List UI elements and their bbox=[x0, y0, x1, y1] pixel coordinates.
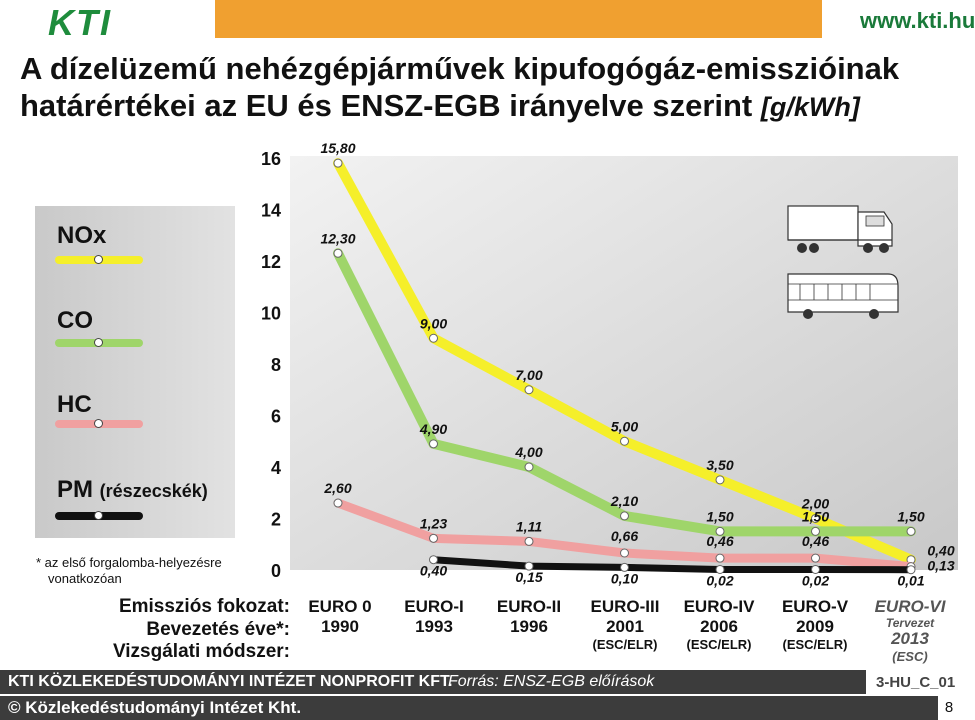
y-tick-label: 8 bbox=[270, 355, 281, 375]
data-label-co: 4,90 bbox=[419, 420, 448, 437]
data-label-pm: 0,10 bbox=[610, 570, 639, 587]
data-label-nox: 7,00 bbox=[515, 366, 543, 383]
data-label-co: 4,00 bbox=[515, 444, 543, 460]
data-label-hc: 0,46 bbox=[706, 533, 734, 550]
website-url[interactable]: www.kti.hu bbox=[860, 8, 975, 33]
data-point-co bbox=[334, 249, 342, 257]
y-tick-label: 10 bbox=[260, 303, 281, 324]
data-label-pm: 0,40 bbox=[419, 562, 448, 579]
legend-sublabel-pm: (részecskék) bbox=[99, 481, 208, 501]
data-label-pm: 0,02 bbox=[801, 572, 830, 589]
y-tick-label: 12 bbox=[260, 252, 281, 272]
category-euro-iv: EURO-IV 2006 (ESC/ELR) bbox=[683, 597, 755, 652]
copyright-bar bbox=[0, 696, 960, 720]
slide-code: 3-HU_C_01 bbox=[876, 674, 956, 691]
data-label-hc: 0,13 bbox=[927, 557, 955, 574]
row-label-year: Bevezetés éve*: bbox=[146, 619, 290, 640]
kti-logo: KTI bbox=[48, 2, 112, 43]
data-label-pm: 0,02 bbox=[706, 572, 734, 589]
y-tick-label: 2 bbox=[270, 509, 281, 530]
data-label-nox: 5,00 bbox=[610, 418, 639, 435]
planned-label: Tervezet bbox=[885, 616, 935, 630]
y-tick-label: 14 bbox=[260, 200, 281, 221]
data-point-co bbox=[525, 463, 533, 471]
data-label-nox: 15,80 bbox=[320, 140, 356, 157]
row-label-stage: Emissziós fokozat: bbox=[118, 596, 290, 617]
data-label-pm: 0,01 bbox=[897, 572, 925, 589]
data-point-hc bbox=[430, 534, 438, 542]
data-point-hc bbox=[716, 554, 724, 562]
footer-org: KTI KÖZLEKEDÉSTUDOMÁNYI INTÉZET NONPROFIT KFT. bbox=[8, 673, 453, 690]
data-label-co: 2,10 bbox=[610, 492, 639, 509]
category-euro-v: EURO-V 2009 (ESC/ELR) bbox=[781, 597, 849, 652]
category-euro-vi: EURO-VI Tervezet 2013 (ESC) bbox=[865, 597, 955, 664]
data-point-hc bbox=[812, 554, 820, 562]
data-point-hc bbox=[334, 499, 342, 507]
legend-label-co: CO bbox=[57, 307, 93, 334]
data-label-hc: 0,66 bbox=[610, 528, 639, 545]
data-point-co bbox=[430, 440, 438, 448]
legend-label-pm: PM (részecskék) bbox=[57, 476, 208, 503]
legend-label-nox: NOx bbox=[57, 222, 107, 249]
title-line-1: A dízelüzemű nehézgépjárművek kipufogógáz-emisszióinak bbox=[20, 51, 900, 86]
legend-label-hc: HC bbox=[57, 391, 92, 418]
category-euro-0: EURO 0 1990 bbox=[308, 597, 372, 636]
data-point-nox bbox=[525, 386, 533, 394]
data-point-nox bbox=[430, 334, 438, 342]
data-point-co bbox=[907, 527, 915, 535]
copyright-text: © Közlekedéstudományi Intézet Kht. bbox=[8, 698, 302, 717]
footnote-line-2: vonatkozóan bbox=[48, 571, 122, 586]
footer-source: Forrás: ENSZ-EGB előírások bbox=[448, 673, 655, 690]
data-label-hc: 0,46 bbox=[801, 533, 830, 550]
data-label-nox: 0,40 bbox=[927, 542, 955, 559]
data-point-hc bbox=[621, 549, 629, 557]
data-label-hc: 2,60 bbox=[324, 480, 352, 497]
axes bbox=[261, 149, 281, 581]
data-label-co: 1,50 bbox=[706, 508, 734, 525]
footnote-line-1: * az első forgalomba-helyezésre bbox=[36, 555, 222, 570]
data-point-hc bbox=[525, 537, 533, 545]
y-tick-label: 16 bbox=[260, 149, 281, 169]
data-label-nox: 2,00 bbox=[801, 495, 830, 512]
data-point-nox bbox=[621, 437, 629, 445]
title-line-2: határértékei az EU és ENSZ-EGB irányelve szerint bbox=[20, 88, 753, 123]
data-point-nox bbox=[716, 476, 724, 484]
data-label-co: 1,50 bbox=[801, 508, 830, 525]
y-tick-label: 4 bbox=[270, 458, 281, 478]
page-number: 8 bbox=[938, 696, 960, 720]
y-tick-label: 0 bbox=[270, 561, 281, 581]
data-label-co: 1,50 bbox=[897, 508, 925, 525]
category-euro-ii: EURO-II 1996 bbox=[496, 597, 562, 636]
data-label-hc: 1,11 bbox=[515, 518, 543, 535]
bus-icon bbox=[788, 274, 898, 319]
footer-bar bbox=[0, 670, 960, 694]
title-unit: [g/kWh] bbox=[760, 92, 860, 122]
data-label-nox: 3,50 bbox=[706, 456, 734, 473]
data-label-nox: 9,00 bbox=[419, 315, 448, 332]
data-point-co bbox=[621, 512, 629, 520]
data-label-pm: 0,15 bbox=[515, 569, 543, 586]
y-tick-label: 6 bbox=[270, 406, 281, 427]
row-label-method: Vizsgálati módszer: bbox=[112, 641, 290, 662]
category-euro-i: EURO-I 1993 bbox=[404, 597, 464, 636]
data-label-co: 12,30 bbox=[320, 230, 356, 247]
data-label-hc: 1,23 bbox=[419, 515, 448, 532]
data-point-nox bbox=[334, 159, 342, 167]
category-euro-iii: EURO-III 2001 (ESC/ELR) bbox=[590, 597, 660, 652]
